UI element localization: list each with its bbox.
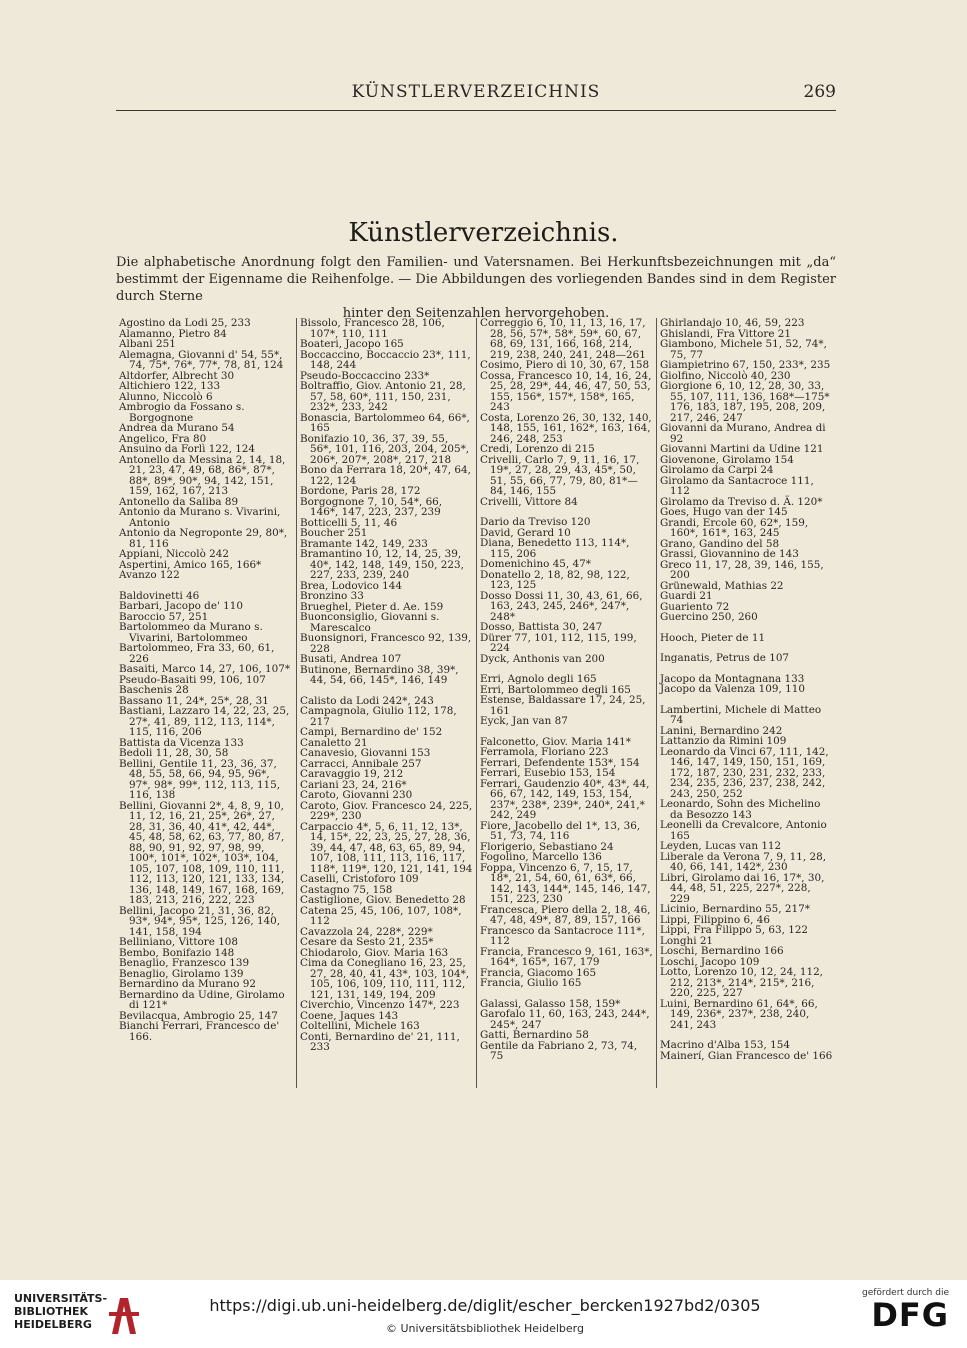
index-entry: Borgognone 7, 10, 54*, 66, 146*, 147, 223, 237, 239 <box>300 495 443 518</box>
index-entry: Lotto, Lorenzo 10, 12, 24, 112, 212, 213*, 214*, 215*, 216, 220, 225, 227 <box>660 966 823 999</box>
index-entry: Benaglio, Franzesco 139 <box>119 957 250 969</box>
index-entry: Battista da Vicenza 133 <box>119 736 244 749</box>
index-entry: David, Gerard 10 <box>480 526 571 539</box>
index-entry: Gentile da Fabriano 2, 73, 74, 75 <box>480 1039 638 1062</box>
index-entry: Grünewald, Mathias 22 <box>660 579 784 592</box>
index-entry: Francesco da Santacroce 111*, 112 <box>480 924 645 947</box>
index-entry: Leonardo da Vinci 67, 111, 142, 146, 147, 149, 150, 151, 169, 172, 187, 230, 231, 232, 233, 234, 235, 236, 237, 238, 242, 243, 250, 252 <box>660 745 829 800</box>
index-columns <box>116 318 838 1088</box>
index-entry: Agostino da Lodi 25, 233 <box>119 318 251 329</box>
index-entry: Andrea da Murano 54 <box>119 422 235 434</box>
index-entry: Crivelli, Carlo 7, 9, 11, 16, 17, 19*, 27, 28, 29, 43, 45*, 50, 51, 55, 66, 77, 79, 80, 81*—84, 146, 155 <box>480 453 640 497</box>
index-entry: Guariento 72 <box>660 600 730 613</box>
index-entry: Bembo, Bonifazio 148 <box>119 946 235 959</box>
index-group-gap <box>660 664 833 674</box>
index-entry: Costa, Lorenzo 26, 30, 132, 140, 148, 155, 161, 162*, 163, 164, 246, 248, 253 <box>480 411 652 445</box>
index-entry: Bevilacqua, Ambrogio 25, 147 <box>119 1009 278 1022</box>
index-entry: Civerchio, Vincenzo 147*, 223 <box>300 999 460 1011</box>
index-entry: Canavesio, Giovanni 153 <box>300 747 431 759</box>
index-entry: Grano, Gandino del 58 <box>660 537 780 550</box>
viewer-footer <box>0 1280 967 1348</box>
index-entry: Girolamo da Santacroce 111, 112 <box>660 474 814 497</box>
intro-text-last-line: hinter den Seitenzahlen hervorgehoben. <box>342 306 610 321</box>
index-entry: Bono da Ferrara 18, 20*, 47, 64, 122, 124 <box>300 464 471 487</box>
index-entry: Belliniano, Vittore 108 <box>119 936 239 948</box>
index-entry: Caselli, Cristoforo 109 <box>300 873 419 885</box>
index-entry: Antonio da Negroponte 29, 80*, 81, 116 <box>119 527 288 550</box>
index-group-gap <box>119 581 293 591</box>
index-column-4 <box>656 318 836 1088</box>
index-entry: Lippi, Fra Filippo 5, 63, 122 <box>660 924 809 936</box>
index-entry: Libri, Girolamo dai 16, 17*, 30, 44, 48, 51, 225, 227*, 228, 229 <box>660 871 825 905</box>
index-entry: Boltraffio, Giov. Antonio 21, 28, 57, 58, 60*, 111, 150, 231, 232*, 233, 242 <box>300 380 466 413</box>
index-entry: Ghislandi, Fra Vittore 21 <box>660 327 792 340</box>
index-entry: Pseudo-Basaiti 99, 106, 107 <box>119 673 266 686</box>
index-entry: Ferrari, Defendente 153*, 154 <box>480 756 640 769</box>
index-entry: Lanini, Bernardino 242 <box>660 724 783 737</box>
index-entry: Girolamo da Carpi 24 <box>660 464 774 476</box>
index-entry: Butinone, Bernardino 38, 39*, 44, 54, 66, 145*, 146, 149 <box>300 663 459 686</box>
index-entry: Bramante 142, 149, 233 <box>300 537 428 550</box>
index-group-gap <box>660 623 833 633</box>
index-entry: Bedoli 11, 28, 30, 58 <box>119 747 229 759</box>
index-entry: Bernardino da Udine, Girolamo di 121* <box>119 988 285 1011</box>
index-entry: Greco 11, 17, 28, 39, 146, 155, 200 <box>660 558 824 581</box>
index-entry: Longhi 21 <box>660 934 714 947</box>
index-entry: Alunno, Niccolò 6 <box>119 390 213 403</box>
index-column-2 <box>296 318 476 1088</box>
index-entry: Giovanni da Murano, Andrea di 92 <box>660 422 826 445</box>
index-entry: Girolamo da Treviso d. Ä. 120* <box>660 495 823 508</box>
index-entry: Baroccio 57, 251 <box>119 610 209 623</box>
index-entry: Gatti, Bernardino 58 <box>480 1029 589 1041</box>
index-entry: Baldovinetti 46 <box>119 589 200 602</box>
index-entry: Bellini, Gentile 11, 23, 36, 37, 48, 55, 58, 66, 94, 95, 96*, 97*, 98*, 99*, 112, 113, 115, 116, 138 <box>119 757 281 801</box>
index-entry: Antonio da Murano s. Vivarini, Antonio <box>119 506 281 529</box>
index-entry: Jacopo da Montagnana 133 <box>660 672 805 685</box>
index-entry: Licinio, Bernardino 55, 217* <box>660 903 810 915</box>
permalink-url[interactable]: https://digi.ub.uni-heidelberg.de/diglit/escher_bercken1927bd2/0305 <box>209 1296 761 1315</box>
index-entry: Grandi, Ercole 60, 62*, 159, 160*, 161*, 163, 245 <box>660 516 809 539</box>
page-number: 269 <box>803 82 836 102</box>
index-entry: Cima da Conegliano 16, 23, 25, 27, 28, 40, 41, 43*, 103, 104*, 105, 106, 109, 110, 111, 112, 121, 131, 149, 194, 209 <box>300 957 470 1001</box>
index-entry: Altdorfer, Albrecht 30 <box>119 369 235 382</box>
index-entry: Cossa, Francesco 10, 14, 16, 24, 25, 28, 29*, 44, 46, 47, 50, 53, 155, 156*, 157*, 158*, 165, 243 <box>480 369 652 413</box>
index-entry: Crivelli, Vittore 84 <box>480 495 578 508</box>
running-head-title: KÜNSTLERVERZEICHNIS <box>351 82 601 102</box>
index-entry: Caroto, Giovanni 230 <box>300 789 413 801</box>
index-entry: Correggio 6, 10, 11, 13, 16, 17, 28, 56, 57*, 58*, 59*, 60, 67, 68, 69, 131, 166, 168, 214, 219, 238, 240, 241, 248—261 <box>480 318 646 361</box>
index-entry: Bellini, Jacopo 21, 31, 36, 82, 93*, 94*, 95*, 125, 126, 140, 141, 158, 194 <box>119 904 281 938</box>
index-entry: Cesare da Sesto 21, 235* <box>300 936 434 948</box>
index-entry: Grassi, Giovannino de 143 <box>660 548 799 560</box>
index-entry: Campi, Bernardino de' 152 <box>300 726 443 738</box>
index-entry: Bartolommeo da Murano s. Vivarini, Bartolommeo <box>119 621 263 644</box>
index-entry: Galassi, Galasso 158, 159* <box>480 997 621 1010</box>
intro-paragraph <box>116 254 836 322</box>
library-lion-icon <box>106 1294 142 1336</box>
index-entry: Fiore, Jacobello del 1*, 13, 36, 51, 73, 74, 116 <box>480 819 641 842</box>
index-entry: Francia, Francesco 9, 161, 163*, 164*, 165*, 167, 179 <box>480 945 653 968</box>
index-entry: Bartolommeo, Fra 33, 60, 61, 226 <box>119 642 275 665</box>
index-entry: Appiani, Niccolò 242 <box>119 548 229 560</box>
index-group-gap <box>480 989 653 999</box>
index-entry: Foppa, Vincenzo 6, 7, 15, 17, 18*, 21, 54, 60, 61, 63*, 66, 142, 143, 144*, 145, 146, 147, 151, 223, 230 <box>480 861 651 905</box>
index-entry: Leonardo, Sohn des Michelino da Besozzo 143 <box>660 798 821 821</box>
index-entry: Lambertini, Michele di Matteo 74 <box>660 703 822 726</box>
index-entry: Conti, Bernardino de' 21, 111, 233 <box>300 1030 460 1053</box>
index-entry: Antonello da Messina 2, 14, 18, 21, 23, 47, 49, 68, 86*, 87*, 88*, 89*, 90*, 94, 142, 151, 159, 162, 167, 213 <box>119 453 286 497</box>
funder-caption: gefördert durch die <box>862 1288 949 1298</box>
index-entry: Bassano 11, 24*, 25*, 28, 31 <box>119 694 269 707</box>
index-entry: Antonello da Saliba 89 <box>119 495 239 508</box>
index-entry: Bernardino da Murano 92 <box>119 978 256 990</box>
copyright-notice: © Universitätsbibliothek Heidelberg <box>385 1322 584 1335</box>
index-entry: Goes, Hugo van der 145 <box>660 506 788 518</box>
index-entry: Busati, Andrea 107 <box>300 653 402 665</box>
index-entry: Donatello 2, 18, 82, 98, 122, 123, 125 <box>480 568 630 591</box>
index-entry: Lippi, Filippino 6, 46 <box>660 913 770 926</box>
index-entry: Coene, Jaques 143 <box>300 1009 399 1022</box>
index-entry: Chiodarolo, Giov. Maria 163 <box>300 946 449 959</box>
index-entry: Domenichino 45, 47* <box>480 558 591 570</box>
index-entry: Coltellini, Michele 163 <box>300 1020 420 1032</box>
index-entry: Cavazzola 24, 228*, 229* <box>300 925 433 938</box>
index-group-gap <box>480 727 653 737</box>
index-entry: Cosimo, Piero di 10, 30, 67, 158 <box>480 359 650 371</box>
index-entry: Alamanno, Pietro 84 <box>119 327 227 340</box>
index-entry: Angelico, Fra 80 <box>119 432 207 445</box>
index-entry: Florigerio, Sebastiano 24 <box>480 840 614 853</box>
index-entry: Dario da Treviso 120 <box>480 516 591 528</box>
index-entry: Basaiti, Marco 14, 27, 106, 107* <box>119 663 291 675</box>
index-entry: Bronzino 33 <box>300 590 364 602</box>
index-entry: Bissolo, Francesco 28, 106, 107*, 110, 111 <box>300 318 445 340</box>
index-entry: Canaletto 21 <box>300 736 368 749</box>
index-entry: Dyck, Anthonis van 200 <box>480 652 605 665</box>
index-entry: Boccaccino, Boccaccio 23*, 111, 148, 244 <box>300 348 471 371</box>
index-entry: Credi, Lorenzo di 215 <box>480 443 595 455</box>
index-entry: Dosso Dossi 11, 30, 43, 61, 66, 163, 243, 245, 246*, 247*, 248* <box>480 589 643 623</box>
index-entry: Guercino 250, 260 <box>660 611 758 623</box>
index-entry: Guardi 21 <box>660 590 713 602</box>
index-entry: Ambrogio da Fossano s. Borgognone <box>119 401 245 424</box>
index-entry: Altichiero 122, 133 <box>119 380 221 392</box>
index-entry: Bonascia, Bartolommeo 64, 66*, 165 <box>300 411 470 434</box>
index-entry: Liberale da Verona 7, 9, 11, 28, 40, 66, 141, 142*, 230 <box>660 850 827 873</box>
index-entry: Francia, Giacomo 165 <box>480 966 597 979</box>
index-entry: Fogolino, Marcello 136 <box>480 851 602 863</box>
index-entry: Castagno 75, 158 <box>300 883 393 896</box>
index-entry: Dürer 77, 101, 112, 115, 199, 224 <box>480 631 637 654</box>
index-entry: Baschenis 28 <box>119 684 189 696</box>
index-entry: Ferramola, Floriano 223 <box>480 746 609 758</box>
index-entry: Garofalo 11, 60, 163, 243, 244*, 245*, 247 <box>480 1008 650 1031</box>
index-entry: Ansuino da Forlì 122, 124 <box>119 443 256 455</box>
dfg-logo[interactable] <box>857 1288 949 1332</box>
index-entry: Brea, Lodovico 144 <box>300 579 403 592</box>
index-entry: Macrino d'Alba 153, 154 <box>660 1039 790 1051</box>
index-entry: Bonifazio 10, 36, 37, 39, 55, 56*, 101, 116, 203, 204, 205*, 206*, 207*, 208*, 217, 218 <box>300 432 470 466</box>
index-entry: Hooch, Pieter de 11 <box>660 631 766 644</box>
index-entry: Brueghel, Pieter d. Ae. 159 <box>300 600 444 613</box>
index-entry: Luini, Bernardino 61, 64*, 66, 149, 236*, 237*, 238, 240, 241, 243 <box>660 997 818 1031</box>
index-entry: Francia, Giulio 165 <box>480 977 582 989</box>
index-entry: Castiglione, Giov. Benedetto 28 <box>300 894 466 906</box>
index-entry: Barbari, Jacopo de' 110 <box>119 600 243 612</box>
index-entry: Buonconsiglio, Giovanni s. Marescalco <box>300 611 440 634</box>
index-entry: Bramantino 10, 12, 14, 25, 39, 40*, 142, 148, 149, 150, 223, 227, 233, 239, 240 <box>300 548 464 581</box>
index-entry: Caravaggio 19, 212 <box>300 768 404 780</box>
index-entry: Erri, Bartolommeo degli 165 <box>480 683 631 696</box>
index-entry: Ferrari, Eusebio 153, 154 <box>480 767 616 779</box>
index-entry: Giambono, Michele 51, 52, 74*, 75, 77 <box>660 338 827 361</box>
index-entry: Cariani 23, 24, 216* <box>300 778 407 791</box>
index-entry: Boucher 251 <box>300 527 368 539</box>
index-entry: Falconetto, Giov. Maria 141* <box>480 735 631 748</box>
index-entry: Albani 251 <box>119 338 176 350</box>
index-entry: Carpaccio 4*, 5, 6, 11, 12, 13*, 14, 15*, 22, 23, 25, 27, 28, 36, 39, 44, 47, 48, 63, 65, 89, 94, 107, 108, 111, 113, 116, 117, 118*, 119*, 120, 121, 141, 194 <box>300 820 473 875</box>
index-group-gap <box>300 686 473 696</box>
index-entry: Alemagna, Giovanni d' 54, 55*, 74, 75*, 76*, 77*, 78, 81, 124 <box>119 348 284 371</box>
index-entry: Bianchi Ferrari, Francesco de' 166. <box>119 1020 280 1043</box>
library-name: UNIVERSITÄTS- BIBLIOTHEK HEIDELBERG <box>14 1292 108 1331</box>
index-entry: Bellini, Giovanni 2*, 4, 8, 9, 10, 11, 12, 16, 21, 25*, 26*, 27, 28, 31, 36, 40, 41*, 42, 44*, 45, 48, 58, 62, 63, 77, 80, 87, 88, 90, 91, 92, 97, 98, 99, 100*, 101*, 102*, 103*, 104, 105, 107, 108, 109, 110, 111, 112, 113, 120, 121, 133, 134, 136, 148, 149, 167, 168, 169, 183, 213, 216, 222, 223 <box>119 799 285 906</box>
index-entry: Bordone, Paris 28, 172 <box>300 485 421 497</box>
index-entry: Avanzo 122 <box>119 569 180 581</box>
index-entry: Pseudo-Boccaccino 233* <box>300 369 430 382</box>
index-entry: Erri, Agnolo degli 165 <box>480 673 597 685</box>
index-column-1 <box>116 318 296 1088</box>
index-entry: Ferrari, Gaudenzio 40*, 43*, 44, 66, 67, 142, 149, 153, 154, 237*, 238*, 239*, 240*, 241,* 242, 249 <box>480 777 650 821</box>
index-entry: Giorgione 6, 10, 12, 28, 30, 33, 55, 107, 111, 136, 168*—175* 176, 183, 187, 195, 208, 209, 217, 246, 247 <box>660 380 830 424</box>
index-entry: Leonelli da Crevalcore, Antonio 165 <box>660 819 827 842</box>
index-entry: Giovanni Martini da Udine 121 <box>660 443 824 455</box>
index-entry: Calisto da Lodi 242*, 243 <box>300 694 434 707</box>
index-entry: Jacopo da Valenza 109, 110 <box>660 683 805 695</box>
index-entry: Boateri, Jacopo 165 <box>300 338 404 350</box>
index-entry: Diana, Benedetto 113, 114*, 115, 206 <box>480 537 630 560</box>
index-entry: Mainerí, Gian Francesco de' 166 <box>660 1049 833 1062</box>
dfg-wordmark: DFG <box>871 1296 949 1334</box>
index-entry: Catena 25, 45, 106, 107, 108*, 112 <box>300 904 462 927</box>
index-entry: Buonsignori, Francesco 92, 139, 228 <box>300 632 472 655</box>
index-entry: Botticelli 5, 11, 46 <box>300 516 398 529</box>
index-entry: Estense, Baldassare 17, 24, 25, 161 <box>480 694 646 717</box>
index-entry: Leyden, Lucas van 112 <box>660 840 782 852</box>
index-entry: Loschi, Bernardino 166 <box>660 945 784 957</box>
index-entry: Loschi, Jacopo 109 <box>660 955 760 968</box>
page-title: Künstlerverzeichnis. <box>348 218 619 248</box>
index-entry: Giolfino, Niccolò 40, 230 <box>660 369 791 382</box>
index-group-gap <box>660 695 833 705</box>
university-library-logo[interactable] <box>14 1292 144 1338</box>
index-column-3 <box>476 318 656 1088</box>
index-entry: Giovenone, Girolamo 154 <box>660 453 794 466</box>
index-entry: Bastiani, Lazzaro 14, 22, 23, 25, 27*, 41, 89, 112, 113, 114*, 115, 116, 206 <box>119 705 290 738</box>
running-head <box>116 82 836 111</box>
index-entry: Giampietrino 67, 150, 233*, 235 <box>660 359 831 371</box>
index-entry: Carracci, Annibale 257 <box>300 757 422 770</box>
intro-text: Die alphabetische Anordnung folgt den Familien- und Vatersnamen. Bei Herkunftsbezeichnungen mit „da“ bestimmt der Eigenname die Reihenfolge. — Die Abbildungen des vorliegenden Bandes sind in dem Register durch Sterne <box>116 255 836 304</box>
index-entry: Benaglio, Girolamo 139 <box>119 967 244 980</box>
index-entry: Ghirlandajo 10, 46, 59, 223 <box>660 318 805 329</box>
index-entry: Inganatis, Petrus de 107 <box>660 652 790 664</box>
index-entry: Campagnola, Giulio 112, 178, 217 <box>300 705 457 728</box>
index-entry: Francesca, Piero della 2, 18, 46, 47, 48, 49*, 87, 89, 157, 166 <box>480 903 651 926</box>
index-entry: Eyck, Jan van 87 <box>480 715 568 727</box>
index-entry: Lattanzio da Rimini 109 <box>660 735 787 747</box>
index-entry: Dosso, Battista 30, 247 <box>480 621 603 633</box>
index-entry: Caroto, Giov. Francesco 24, 225, 229*, 230 <box>300 799 473 822</box>
index-entry: Aspertini, Amico 165, 166* <box>119 558 262 571</box>
